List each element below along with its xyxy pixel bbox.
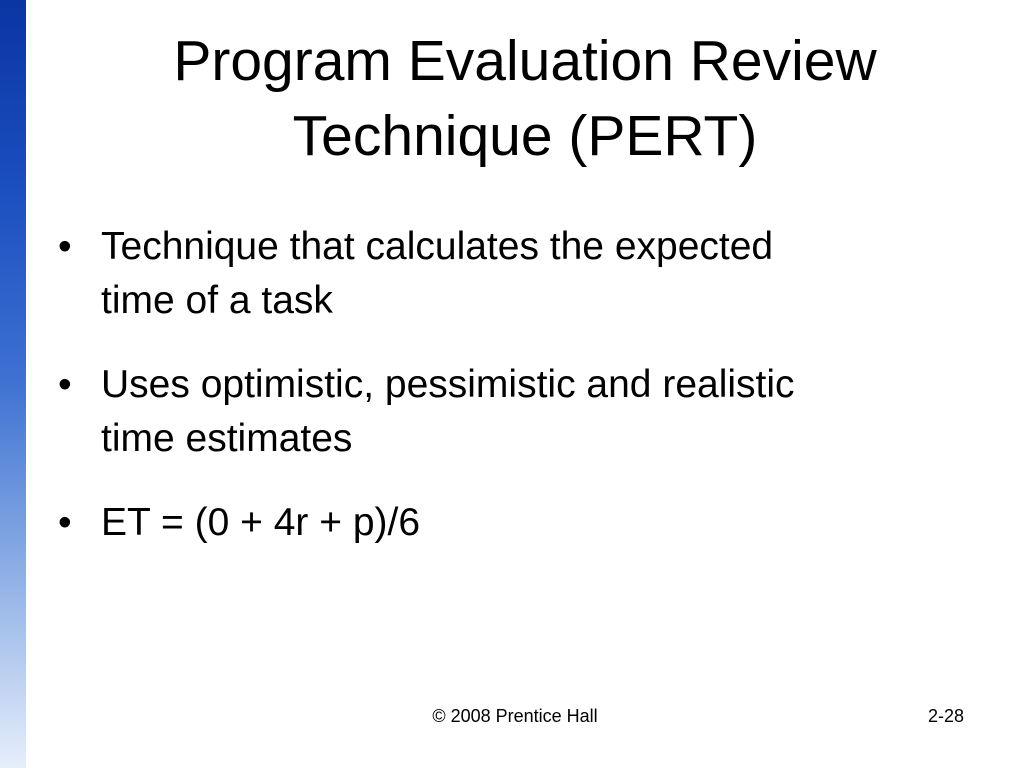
footer-copyright: © 2008 Prentice Hall xyxy=(432,706,598,726)
bullet-text-line-2: time estimates xyxy=(101,417,353,460)
slide-title xyxy=(26,24,1024,174)
slide-title-line-2: Technique (PERT) xyxy=(292,104,758,168)
bullet-text-line-1: Technique that calculates the expected xyxy=(101,225,774,268)
slide-title-line-1: Program Evaluation Review xyxy=(173,29,877,93)
bullet-dot-icon: • xyxy=(58,501,72,544)
bullet-item xyxy=(58,496,958,550)
bullet-dot-icon: • xyxy=(58,363,72,406)
bullet-text-formula: ET = (0 + 4r + p)/6 xyxy=(101,501,421,544)
bullet-text-line-2: time of a task xyxy=(101,279,333,322)
slide-side-accent-bar xyxy=(0,0,26,768)
bullet-list xyxy=(58,220,958,580)
bullet-item xyxy=(58,358,958,466)
bullet-item xyxy=(58,220,958,328)
bullet-text-line-1: Uses optimistic, pessimistic and realistic xyxy=(101,363,795,406)
bullet-dot-icon: • xyxy=(58,225,72,268)
footer-page-number: 2-28 xyxy=(927,706,964,726)
